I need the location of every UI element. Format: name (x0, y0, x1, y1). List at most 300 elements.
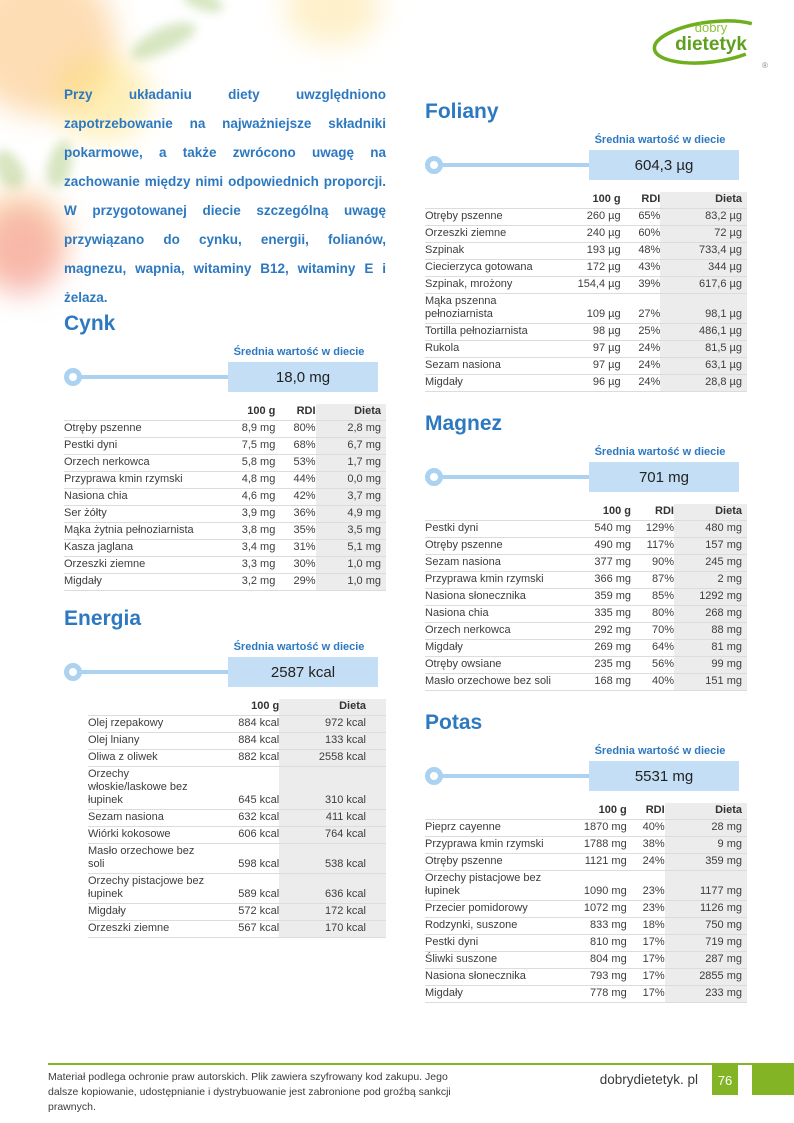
value-cell: 335 mg (575, 606, 631, 623)
decor-leaf (126, 14, 200, 65)
product-name-cell: Oliwa z oliwek (88, 750, 214, 767)
section-title-cynk: Cynk (64, 312, 116, 335)
column-header: 100 g (602, 505, 632, 517)
value-cell: 8,9 mg (214, 421, 275, 438)
value-cell: 3,8 mg (214, 523, 275, 540)
value-cell: 359 mg (665, 854, 747, 871)
value-cell: 64% (631, 640, 674, 657)
value-cell: 24% (621, 375, 661, 392)
table-row (88, 767, 386, 810)
table-row (88, 716, 386, 733)
indicator-dot-icon (425, 468, 443, 486)
value-cell: 193 µg (543, 243, 621, 260)
indicator-dot-icon (64, 368, 82, 386)
table-row (425, 358, 747, 375)
value-cell: 88 mg (674, 623, 747, 640)
table-row (425, 657, 747, 674)
product-name-cell: Orzechy pistacjowe bez łupinek (425, 871, 553, 901)
value-cell: 344 µg (660, 260, 747, 277)
section-title-foliany: Foliany (425, 100, 499, 123)
value-cell: 490 mg (575, 538, 631, 555)
section-energia (64, 607, 386, 938)
value-cell: 4,8 mg (214, 472, 275, 489)
value-cell: 5,8 mg (214, 455, 275, 472)
product-name-cell: Kasza jaglana (64, 540, 214, 557)
avg-value-box: 604,3 µg (589, 150, 739, 180)
value-cell: 1788 mg (553, 837, 627, 854)
table-row (64, 472, 386, 489)
footer-legal-text: Materiał podlega ochronie praw autorskich. Plik zawiera szyfrowany kod zakupu. Jego dalsze kopiowanie, udostępnianie i dystrybuowanie jest zabronione pod groźbą sankcji prawnych. (48, 1071, 451, 1113)
column-header: RDI (641, 193, 661, 205)
value-cell: 810 mg (553, 935, 627, 952)
table-row (88, 844, 386, 874)
value-cell: 589 kcal (214, 874, 279, 904)
value-cell: 170 kcal (279, 921, 386, 938)
value-cell: 85% (631, 589, 674, 606)
product-name-cell: Szpinak (425, 243, 543, 260)
value-cell: 567 kcal (214, 921, 279, 938)
svg-text:dobry: dobry (694, 20, 728, 35)
table-row (64, 489, 386, 506)
table-row (64, 455, 386, 472)
value-cell: 2,8 mg (316, 421, 386, 438)
value-cell: 96 µg (543, 375, 621, 392)
value-cell: 38% (627, 837, 665, 854)
column-header: 100 g (251, 700, 280, 712)
avg-label: Średnia wartość w diecie (233, 641, 365, 653)
value-cell: 43% (621, 260, 661, 277)
product-name-cell: Migdały (88, 904, 214, 921)
product-name-cell: Otręby pszenne (425, 538, 575, 555)
table-row (88, 733, 386, 750)
value-cell: 98,1 µg (660, 294, 747, 324)
value-cell: 99 mg (674, 657, 747, 674)
table-row (425, 243, 747, 260)
table-row (425, 918, 747, 935)
table-row (425, 854, 747, 871)
table-row (425, 209, 747, 226)
table-row (64, 506, 386, 523)
table-row (88, 750, 386, 767)
value-cell: 23% (627, 901, 665, 918)
table-row (64, 438, 386, 455)
value-cell: 778 mg (553, 986, 627, 1003)
table-row (88, 874, 386, 904)
table-row (425, 341, 747, 358)
value-cell: 81 mg (674, 640, 747, 657)
product-name-cell: Ser żółty (64, 506, 214, 523)
value-cell: 233 mg (665, 986, 747, 1003)
value-cell: 40% (631, 674, 674, 691)
table-header-row (425, 192, 747, 209)
value-cell: 6,7 mg (316, 438, 386, 455)
product-name-cell: Rukola (425, 341, 543, 358)
indicator-line (81, 375, 228, 379)
value-cell: 31% (275, 540, 315, 557)
value-cell: 636 kcal (279, 874, 386, 904)
value-cell: 56% (631, 657, 674, 674)
product-name-cell: Nasiona słonecznika (425, 969, 553, 986)
table-row (425, 674, 747, 691)
value-cell: 98 µg (543, 324, 621, 341)
decor-yellow-blob (285, 0, 380, 45)
value-cell: 1126 mg (665, 901, 747, 918)
product-name-cell: Ciecierzyca gotowana (425, 260, 543, 277)
avg-indicator (425, 150, 747, 180)
product-name-cell: Pestki dyni (425, 521, 575, 538)
value-cell: 1,0 mg (316, 557, 386, 574)
section-cynk (64, 312, 386, 591)
value-cell: 151 mg (674, 674, 747, 691)
product-name-cell: Migdały (64, 574, 214, 591)
table-row (425, 324, 747, 341)
product-name-cell: Pestki dyni (64, 438, 214, 455)
product-name-cell: Tortilla pełnoziarnista (425, 324, 543, 341)
value-cell: 3,4 mg (214, 540, 275, 557)
value-cell: 65% (621, 209, 661, 226)
value-cell: 80% (275, 421, 315, 438)
value-cell: 72 µg (660, 226, 747, 243)
product-name-cell: Masło orzechowe bez soli (425, 674, 575, 691)
product-name-cell: Olej rzepakowy (88, 716, 214, 733)
value-cell: 972 kcal (279, 716, 386, 733)
table-row (425, 969, 747, 986)
value-cell: 1090 mg (553, 871, 627, 901)
product-name-cell: Sezam nasiona (425, 358, 543, 375)
product-name-cell: Orzech nerkowca (425, 623, 575, 640)
table-row (64, 421, 386, 438)
cynk-table (64, 404, 386, 591)
value-cell: 3,9 mg (214, 506, 275, 523)
product-name-cell: Orzeszki ziemne (425, 226, 543, 243)
value-cell: 884 kcal (214, 716, 279, 733)
value-cell: 25% (621, 324, 661, 341)
product-name-cell: Przecier pomidorowy (425, 901, 553, 918)
value-cell: 366 mg (575, 572, 631, 589)
value-cell: 538 kcal (279, 844, 386, 874)
avg-value-box: 5531 mg (589, 761, 739, 791)
avg-label: Średnia wartość w diecie (594, 446, 726, 458)
table-row (425, 837, 747, 854)
value-cell: 572 kcal (214, 904, 279, 921)
value-cell: 30% (275, 557, 315, 574)
product-name-cell: Nasiona chia (425, 606, 575, 623)
avg-value-box: 701 mg (589, 462, 739, 492)
table-row (64, 540, 386, 557)
value-cell: 292 mg (575, 623, 631, 640)
column-header: RDI (645, 804, 665, 816)
decor-orange-slice (0, 190, 67, 285)
value-cell: 4,9 mg (316, 506, 386, 523)
value-cell: 24% (627, 854, 665, 871)
product-name-cell: Szpinak, mrożony (425, 277, 543, 294)
column-header: 100 g (598, 804, 627, 816)
left-column (64, 80, 386, 938)
value-cell: 80% (631, 606, 674, 623)
product-name-cell: Migdały (425, 375, 543, 392)
value-cell: 1177 mg (665, 871, 747, 901)
value-cell: 733,4 µg (660, 243, 747, 260)
table-row (425, 871, 747, 901)
table-header-row (88, 699, 386, 716)
decor-leaf (0, 144, 30, 193)
value-cell: 17% (627, 952, 665, 969)
table-row (425, 589, 747, 606)
value-cell: 97 µg (543, 358, 621, 375)
page-number-badge: 76 (712, 1065, 738, 1095)
avg-value-box: 18,0 mg (228, 362, 378, 392)
product-name-cell: Rodzynki, suszone (425, 918, 553, 935)
value-cell: 310 kcal (279, 767, 386, 810)
value-cell: 1072 mg (553, 901, 627, 918)
product-name-cell: Śliwki suszone (425, 952, 553, 969)
value-cell: 540 mg (575, 521, 631, 538)
product-name-cell: Otręby owsiane (425, 657, 575, 674)
value-cell: 35% (275, 523, 315, 540)
value-cell: 9 mg (665, 837, 747, 854)
product-name-cell: Mąka żytnia pełnoziarnista (64, 523, 214, 540)
table-row (425, 375, 747, 392)
value-cell: 359 mg (575, 589, 631, 606)
value-cell: 23% (627, 871, 665, 901)
footer-green-tab (752, 1065, 794, 1095)
product-name-cell: Orzechy pistacjowe bez łupinek (88, 874, 214, 904)
table-row (425, 260, 747, 277)
product-name-cell: Sezam nasiona (88, 810, 214, 827)
table-header-row (425, 803, 747, 820)
decor-flower (0, 205, 62, 295)
value-cell: 60% (621, 226, 661, 243)
product-name-cell: Nasiona chia (64, 489, 214, 506)
table-row (425, 623, 747, 640)
value-cell: 24% (621, 358, 661, 375)
value-cell: 18% (627, 918, 665, 935)
value-cell: 2855 mg (665, 969, 747, 986)
foliany-table (425, 192, 747, 392)
column-header: RDI (655, 505, 674, 517)
product-name-cell: Otręby pszenne (64, 421, 214, 438)
column-header: 100 g (247, 405, 276, 417)
value-cell: 4,6 mg (214, 489, 275, 506)
value-cell: 1121 mg (553, 854, 627, 871)
product-name-cell: Wiórki kokosowe (88, 827, 214, 844)
avg-label: Średnia wartość w diecie (594, 134, 726, 146)
svg-text:®: ® (762, 61, 768, 70)
product-name-cell: Orzeszki ziemne (64, 557, 214, 574)
indicator-line (442, 163, 589, 167)
energia-table (88, 699, 386, 938)
column-header: Dieta (665, 803, 747, 820)
product-name-cell: Przyprawa kmin rzymski (425, 572, 575, 589)
value-cell: 44% (275, 472, 315, 489)
product-name-cell: Orzech nerkowca (64, 455, 214, 472)
value-cell: 83,2 µg (660, 209, 747, 226)
avg-indicator (425, 462, 747, 492)
table-row (88, 810, 386, 827)
indicator-line (442, 774, 589, 778)
value-cell: 42% (275, 489, 315, 506)
table-row (425, 294, 747, 324)
value-cell: 87% (631, 572, 674, 589)
table-row (425, 952, 747, 969)
product-name-cell: Przyprawa kmin rzymski (425, 837, 553, 854)
intro-paragraph: Przy układaniu diety uwzględniono zapotrzebowanie na najważniejsze składniki pokarmowe, a także zwrócono uwagę na zachowanie między nimi odpowiednich proporcji. W przygotowanej diecie szczególną uwagę przywiązano do cynku, energii, folianów, magnezu, wapnia, witaminy B12, witaminy E i żelaza. (64, 87, 386, 305)
value-cell: 804 mg (553, 952, 627, 969)
value-cell: 606 kcal (214, 827, 279, 844)
product-name-cell: Mąka pszenna pełnoziarnista (425, 294, 543, 324)
value-cell: 3,2 mg (214, 574, 275, 591)
table-row (88, 827, 386, 844)
value-cell: 1870 mg (553, 820, 627, 837)
product-name-cell: Orzeszki ziemne (88, 921, 214, 938)
decor-leaf (180, 0, 226, 16)
table-row (425, 935, 747, 952)
table-row (88, 904, 386, 921)
value-cell: 598 kcal (214, 844, 279, 874)
value-cell: 39% (621, 277, 661, 294)
product-name-cell: Sezam nasiona (425, 555, 575, 572)
value-cell: 168 mg (575, 674, 631, 691)
table-row (88, 921, 386, 938)
product-name-cell: Otręby pszenne (425, 854, 553, 871)
value-cell: 48% (621, 243, 661, 260)
table-row (64, 574, 386, 591)
value-cell: 884 kcal (214, 733, 279, 750)
value-cell: 63,1 µg (660, 358, 747, 375)
value-cell: 2558 kcal (279, 750, 386, 767)
product-name-cell: Migdały (425, 986, 553, 1003)
value-cell: 172 µg (543, 260, 621, 277)
avg-label: Średnia wartość w diecie (233, 346, 365, 358)
product-name-cell: Masło orzechowe bez soli (88, 844, 214, 874)
value-cell: 0,0 mg (316, 472, 386, 489)
indicator-dot-icon (64, 663, 82, 681)
product-name-cell: Olej lniany (88, 733, 214, 750)
table-row (425, 555, 747, 572)
footer-divider (48, 1063, 794, 1065)
table-row (425, 226, 747, 243)
product-name-cell: Otręby pszenne (425, 209, 543, 226)
indicator-line (81, 670, 228, 674)
section-title-potas: Potas (425, 711, 483, 734)
table-row (425, 277, 747, 294)
column-header: Dieta (674, 504, 747, 521)
value-cell: 157 mg (674, 538, 747, 555)
table-row (425, 538, 747, 555)
value-cell: 3,3 mg (214, 557, 275, 574)
section-potas (425, 711, 747, 1003)
value-cell: 27% (621, 294, 661, 324)
value-cell: 154,4 µg (543, 277, 621, 294)
value-cell: 1,0 mg (316, 574, 386, 591)
value-cell: 1292 mg (674, 589, 747, 606)
value-cell: 97 µg (543, 341, 621, 358)
value-cell: 3,5 mg (316, 523, 386, 540)
dobry-dietetyk-logo (648, 10, 778, 76)
value-cell: 260 µg (543, 209, 621, 226)
value-cell: 90% (631, 555, 674, 572)
avg-value-box: 2587 kcal (228, 657, 378, 687)
right-column (425, 100, 747, 1003)
value-cell: 632 kcal (214, 810, 279, 827)
value-cell: 7,5 mg (214, 438, 275, 455)
svg-text:dietetyk: dietetyk (675, 34, 747, 55)
value-cell: 81,5 µg (660, 341, 747, 358)
value-cell: 764 kcal (279, 827, 386, 844)
footer-site-link[interactable]: dobrydietetyk. pl (599, 1072, 698, 1087)
value-cell: 68% (275, 438, 315, 455)
value-cell: 750 mg (665, 918, 747, 935)
value-cell: 617,6 µg (660, 277, 747, 294)
product-name-cell: Pestki dyni (425, 935, 553, 952)
value-cell: 117% (631, 538, 674, 555)
value-cell: 268 mg (674, 606, 747, 623)
value-cell: 793 mg (553, 969, 627, 986)
value-cell: 133 kcal (279, 733, 386, 750)
table-row (425, 640, 747, 657)
table-row (425, 820, 747, 837)
value-cell: 377 mg (575, 555, 631, 572)
table-header-row (64, 404, 386, 421)
value-cell: 29% (275, 574, 315, 591)
indicator-dot-icon (425, 767, 443, 785)
section-title-energia: Energia (64, 607, 142, 630)
value-cell: 109 µg (543, 294, 621, 324)
value-cell: 1,7 mg (316, 455, 386, 472)
value-cell: 882 kcal (214, 750, 279, 767)
section-title-magnez: Magnez (425, 412, 503, 435)
table-row (64, 523, 386, 540)
value-cell: 2 mg (674, 572, 747, 589)
avg-indicator (64, 657, 386, 687)
table-row (425, 901, 747, 918)
product-name-cell: Przyprawa kmin rzymski (64, 472, 214, 489)
value-cell: 17% (627, 935, 665, 952)
column-header: 100 g (592, 193, 621, 205)
product-name-cell: Orzechy włoskie/laskowe bez łupinek (88, 767, 214, 810)
avg-indicator (425, 761, 747, 791)
value-cell: 269 mg (575, 640, 631, 657)
value-cell: 235 mg (575, 657, 631, 674)
table-header-row (425, 504, 747, 521)
product-name-cell: Nasiona słonecznika (425, 589, 575, 606)
product-name-cell: Migdały (425, 640, 575, 657)
magnez-table (425, 504, 747, 691)
indicator-dot-icon (425, 156, 443, 174)
table-row (425, 521, 747, 538)
value-cell: 5,1 mg (316, 540, 386, 557)
column-header: RDI (296, 405, 316, 417)
section-foliany (425, 100, 747, 392)
table-row (64, 557, 386, 574)
product-name-cell: Pieprz cayenne (425, 820, 553, 837)
value-cell: 129% (631, 521, 674, 538)
value-cell: 17% (627, 986, 665, 1003)
value-cell: 3,7 mg (316, 489, 386, 506)
table-row (425, 572, 747, 589)
indicator-line (442, 475, 589, 479)
value-cell: 172 kcal (279, 904, 386, 921)
value-cell: 36% (275, 506, 315, 523)
value-cell: 245 mg (674, 555, 747, 572)
table-row (425, 606, 747, 623)
value-cell: 240 µg (543, 226, 621, 243)
section-magnez (425, 412, 747, 691)
value-cell: 480 mg (674, 521, 747, 538)
column-header: Dieta (316, 404, 386, 421)
value-cell: 645 kcal (214, 767, 279, 810)
potas-table (425, 803, 747, 1003)
